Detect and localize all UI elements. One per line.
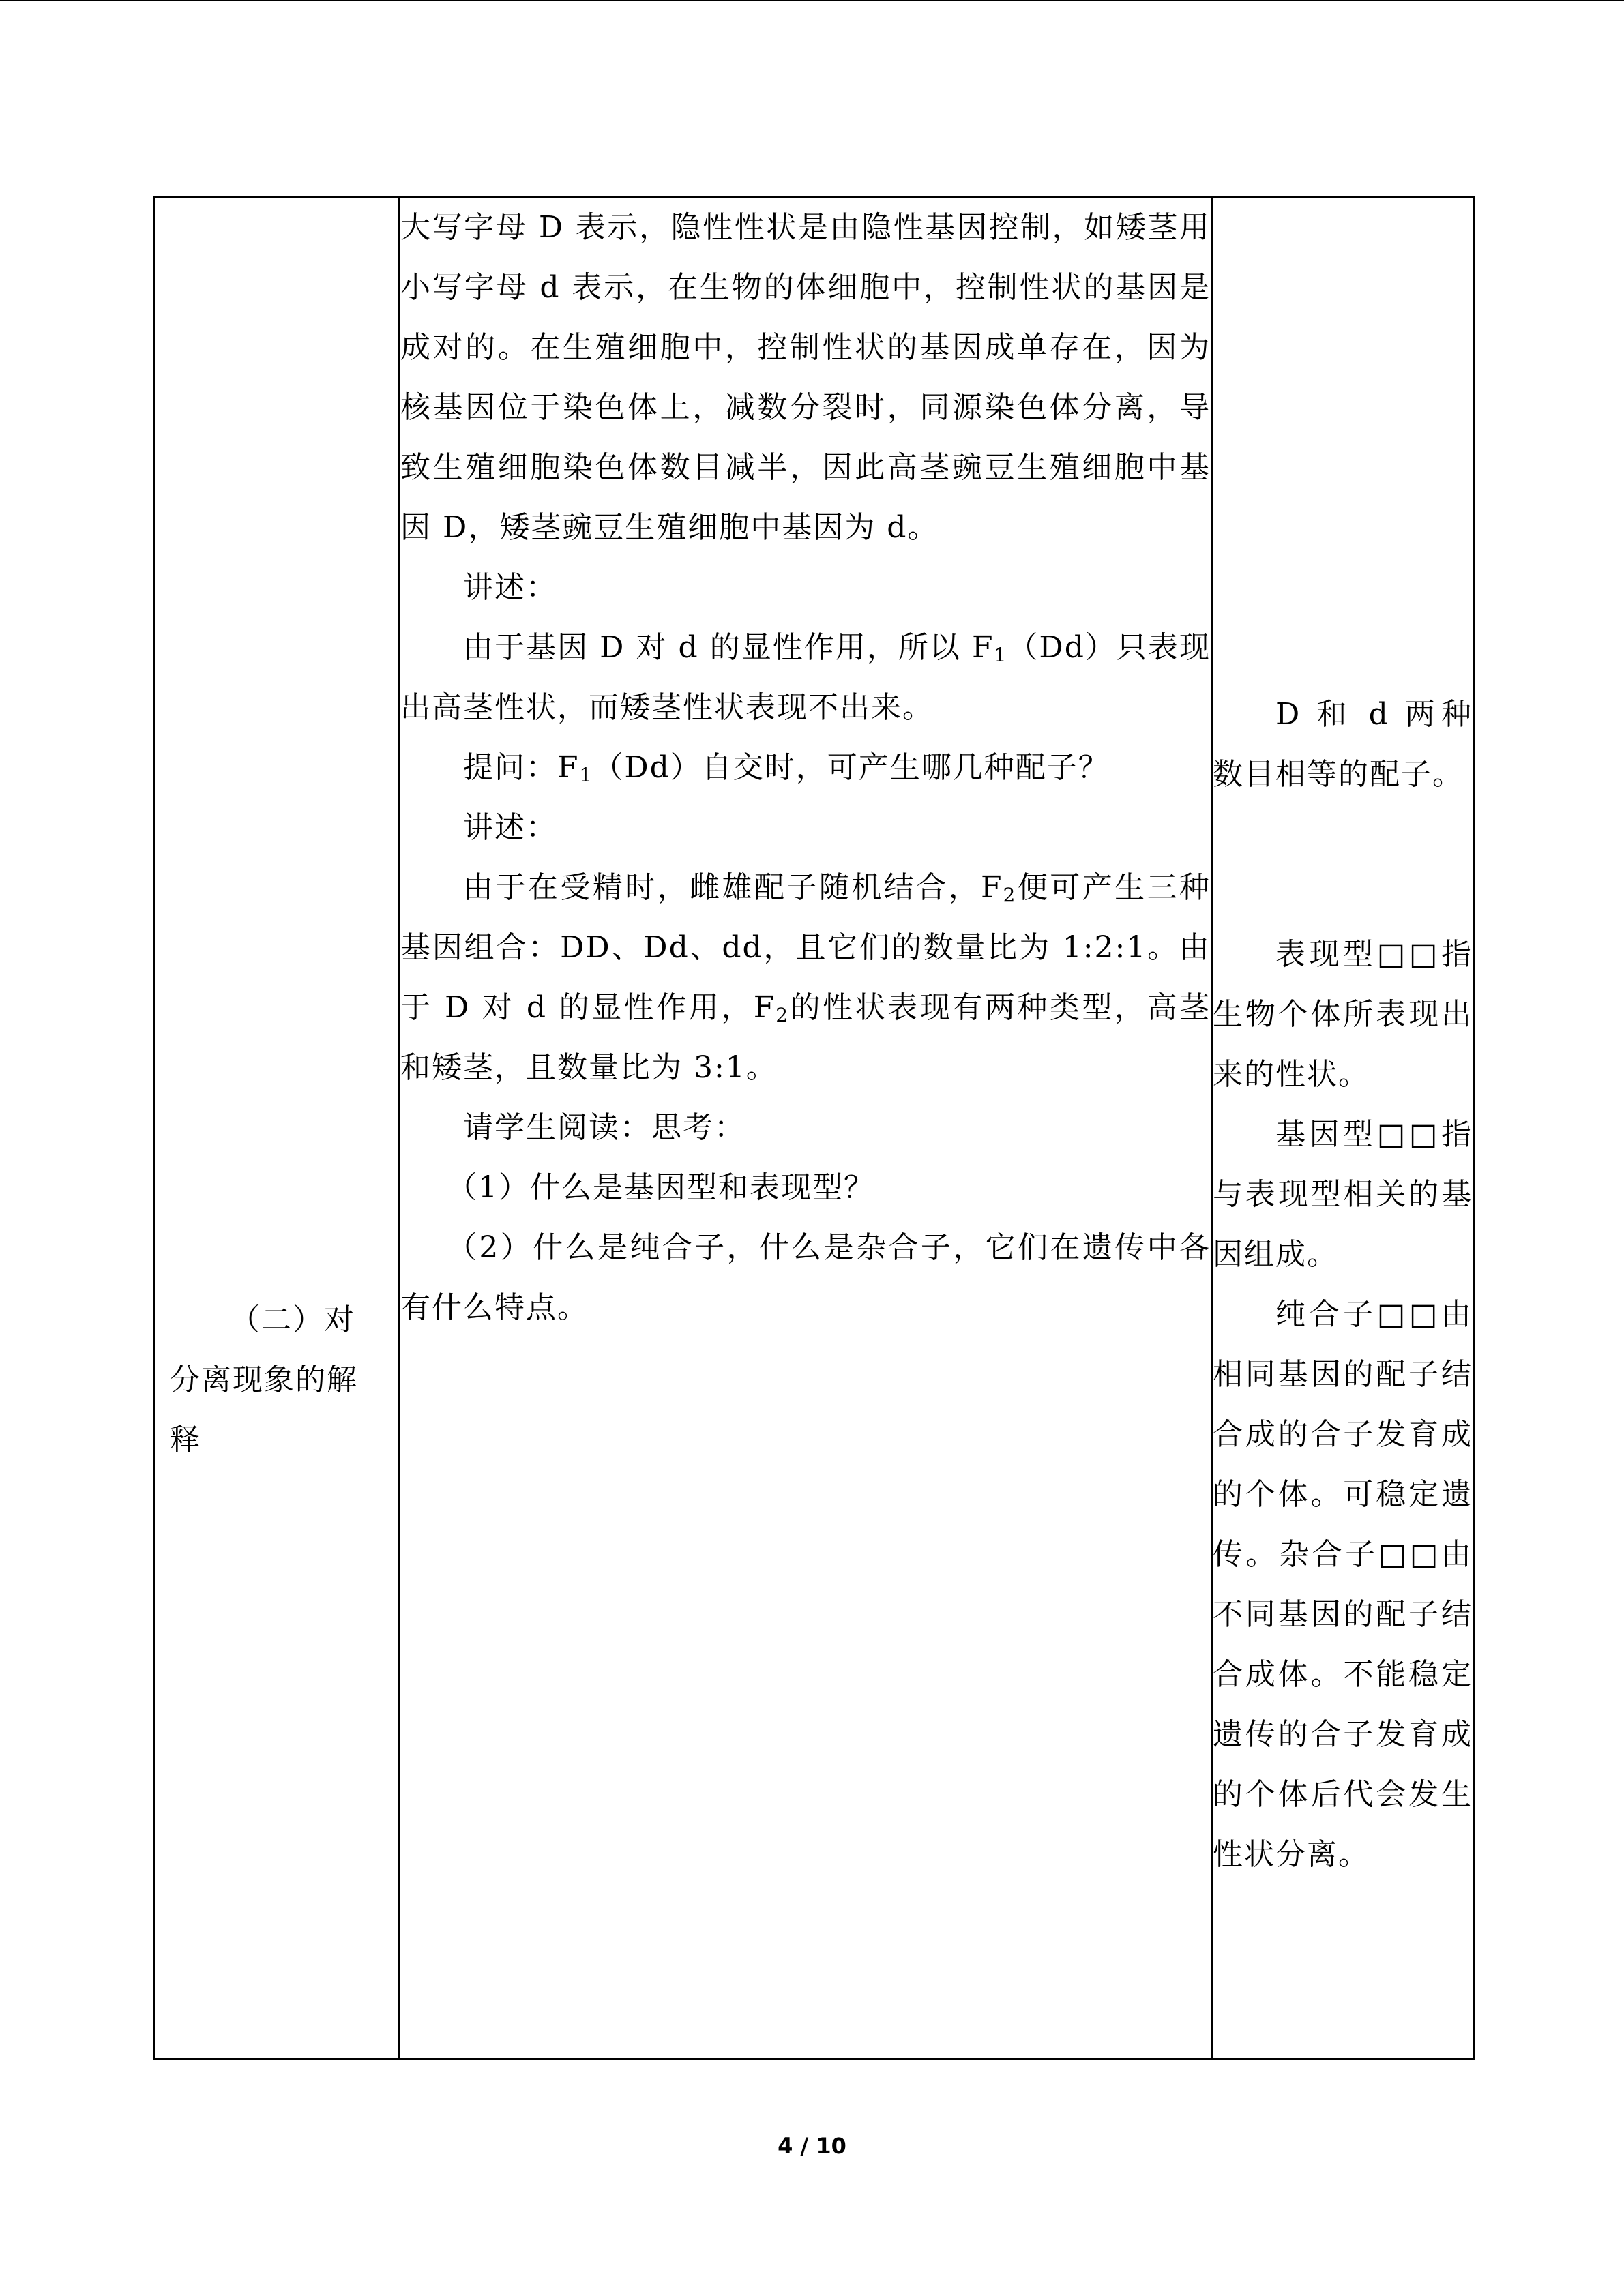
table-row bbox=[154, 197, 1474, 2059]
text-run: 由于基因 D 对 d 的显性作用，所以 F bbox=[463, 630, 994, 665]
spacer bbox=[1213, 805, 1473, 925]
content-paragraph: （1）什么是基因型和表现型？ bbox=[447, 1170, 875, 1205]
text-run: 由于在受精时，雌雄配子随机结合，F bbox=[463, 870, 1003, 905]
page-number: 4 / 10 bbox=[778, 2133, 846, 2159]
content-paragraph: 请学生阅读：思考： bbox=[463, 1110, 745, 1145]
text-run: （Dd）自交时，可产生哪几种配子？ bbox=[593, 750, 1110, 785]
content-paragraph: 大写字母 D 表示，隐性性状是由隐性基因控制，如矮茎用小写字母 d 表示，在生物的体细胞中，控制性状的基因是成对的。在生殖细胞中，控制性状的基因成单存在，因为核基因位于染色体上，减数分裂时，同源染色体分离，导致生殖细胞染色体数目减半，因此高茎豌豆生殖细胞中基因 D，矮茎豌豆生殖细胞中基因为 d。 bbox=[400, 210, 1211, 545]
text-run: 便可产生三种基因组合：DD、Dd、dd，且它们的数量比为 1:2:1。由于 D 对 d 的显性作用，F bbox=[400, 870, 1211, 1025]
lesson-table bbox=[153, 196, 1475, 2060]
note-paragraph: 纯合子□□由相同基因的配子结合成的合子发育成的个体。可稳定遗传。杂合子□□由不同基因的配子结合成体。不能稳定遗传的合子发育成的个体后代会发生性状分离。 bbox=[1213, 1297, 1473, 1872]
content-paragraph: 讲述： bbox=[463, 570, 557, 605]
text-run: 提问：F bbox=[463, 750, 580, 785]
content-paragraph bbox=[400, 858, 1211, 1098]
text-run: （Dd）只表现出高茎性状，而矮茎性状表现不出来。 bbox=[400, 630, 1211, 725]
note-paragraph: 表现型□□指生物个体所表现出来的性状。 bbox=[1213, 937, 1473, 1092]
topic-cell bbox=[154, 197, 400, 2059]
content-paragraph: 讲述： bbox=[463, 810, 557, 845]
topic-text: （二）对分离现象的解释 bbox=[170, 1302, 358, 1457]
content-paragraph: （2）什么是纯合子，什么是杂合子，它们在遗传中各有什么特点。 bbox=[400, 1230, 1211, 1325]
text-run: 的性状表现有两种类型，高茎和矮茎，且数量比为 3:1。 bbox=[400, 990, 1211, 1085]
subscript: 2 bbox=[1003, 884, 1017, 906]
teaching-content-cell bbox=[400, 197, 1212, 2059]
subscript: 1 bbox=[994, 644, 1008, 666]
content-paragraph bbox=[400, 738, 1211, 798]
page-top-border bbox=[0, 0, 1624, 1]
subscript: 2 bbox=[776, 1004, 790, 1026]
subscript: 1 bbox=[579, 764, 593, 786]
spacer bbox=[1213, 198, 1473, 685]
note-paragraph: D 和 d 两种数目相等的配子。 bbox=[1213, 697, 1473, 792]
note-paragraph: 基因型□□指与表现型相关的基因组成。 bbox=[1213, 1117, 1473, 1272]
notes-cell bbox=[1212, 197, 1474, 2059]
content-paragraph bbox=[400, 618, 1211, 738]
